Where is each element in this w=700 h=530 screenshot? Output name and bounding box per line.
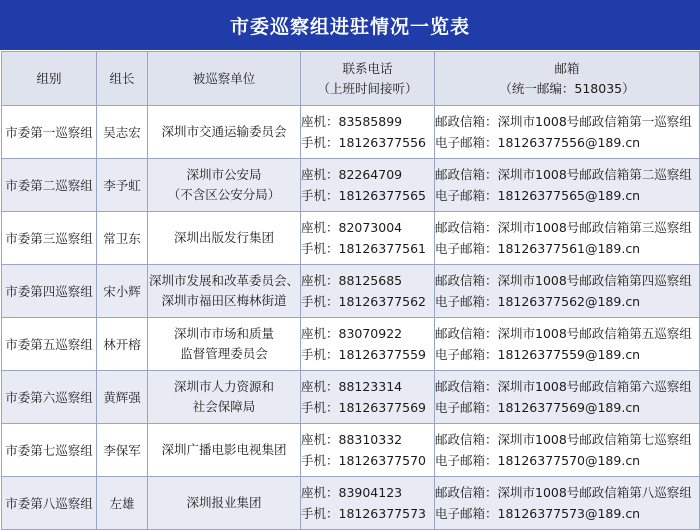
group-cell: 市委第二巡察组 [2,159,97,212]
mail-cell [435,424,700,477]
header-mail [435,52,700,106]
postbox-text: 邮政信箱：深圳市1008号邮政信箱第三巡察组 [435,220,692,235]
email-text: 电子邮箱：18126377561@189.cn [435,241,641,256]
postbox-text: 邮政信箱：深圳市1008号邮政信箱第一巡察组 [435,114,692,129]
landline-text: 座机：83585899 [301,114,403,129]
phone-cell [301,212,435,265]
header-unit: 被巡察单位 [148,52,301,106]
email-text: 电子邮箱：18126377570@189.cn [435,453,641,468]
unit-line: 深圳市发展和改革委员会、 [148,273,299,288]
landline-text: 座机：88123314 [301,379,403,394]
phone-cell [301,477,435,530]
phone-cell [301,265,435,318]
phone-cell [301,106,435,159]
leader-cell: 黄辉强 [97,371,148,424]
postbox-text: 邮政信箱：深圳市1008号邮政信箱第七巡察组 [435,432,692,447]
landline-text: 座机：82073004 [301,220,403,235]
table-row [2,477,700,530]
unit-cell [148,265,301,318]
header-row [2,52,700,106]
unit-cell [148,106,301,159]
unit-line: 深圳报业集团 [186,495,262,510]
landline-text: 座机：83904123 [301,485,403,500]
mobile-text: 手机：18126377561 [301,241,426,256]
table-row [2,424,700,477]
unit-line: 社会保障局 [192,399,256,414]
email-text: 电子邮箱：18126377556@189.cn [435,135,641,150]
header-leader: 组长 [97,52,148,106]
landline-text: 座机：88310332 [301,432,403,447]
header-phone-note: （上班时间接听） [317,80,418,96]
header-phone [301,52,435,106]
leader-cell: 李保军 [97,424,148,477]
leader-cell: 左雄 [97,477,148,530]
email-text: 电子邮箱：18126377573@189.cn [435,506,641,521]
table-row [2,106,700,159]
email-text: 电子邮箱：18126377559@189.cn [435,347,641,362]
table-row [2,212,700,265]
header-mail-title: 邮箱 [554,60,580,76]
header-mail-note: （统一邮编：518035） [499,80,635,96]
mobile-text: 手机：18126377565 [301,188,426,203]
unit-line: 监督管理委员会 [180,346,268,361]
table-title: 市委巡察组进驻情况一览表 [0,0,700,50]
phone-cell [301,159,435,212]
mail-cell [435,159,700,212]
postbox-text: 邮政信箱：深圳市1008号邮政信箱第六巡察组 [435,379,692,394]
table-row [2,371,700,424]
email-text: 电子邮箱：18126377565@189.cn [435,188,641,203]
leader-cell: 李予虹 [97,159,148,212]
landline-text: 座机：83070922 [301,326,403,341]
group-cell: 市委第七巡察组 [2,424,97,477]
postbox-text: 邮政信箱：深圳市1008号邮政信箱第二巡察组 [435,167,692,182]
mail-cell [435,371,700,424]
group-cell: 市委第三巡察组 [2,212,97,265]
mail-cell [435,106,700,159]
mail-cell [435,318,700,371]
group-cell: 市委第八巡察组 [2,477,97,530]
unit-cell [148,477,301,530]
phone-cell [301,424,435,477]
table-body [2,106,700,530]
postbox-text: 邮政信箱：深圳市1008号邮政信箱第四巡察组 [435,273,692,288]
leader-cell: 常卫东 [97,212,148,265]
unit-cell [148,159,301,212]
mobile-text: 手机：18126377562 [301,294,426,309]
unit-line: 深圳市市场和质量 [173,326,274,341]
header-phone-title: 联系电话 [342,60,393,76]
mobile-text: 手机：18126377569 [301,400,426,415]
mobile-text: 手机：18126377559 [301,347,426,362]
landline-text: 座机：82264709 [301,167,403,182]
group-cell: 市委第六巡察组 [2,371,97,424]
unit-line: 深圳出版发行集团 [173,230,274,245]
group-cell: 市委第四巡察组 [2,265,97,318]
mail-cell [435,477,700,530]
mobile-text: 手机：18126377573 [301,506,426,521]
postbox-text: 邮政信箱：深圳市1008号邮政信箱第八巡察组 [435,485,692,500]
unit-line: （不含区公安分局） [167,187,281,202]
group-cell: 市委第一巡察组 [2,106,97,159]
unit-line: 深圳市公安局 [186,167,262,182]
group-cell: 市委第五巡察组 [2,318,97,371]
mobile-text: 手机：18126377570 [301,453,426,468]
leader-cell: 吴志宏 [97,106,148,159]
phone-cell [301,371,435,424]
unit-cell [148,212,301,265]
unit-line: 深圳广播电影电视集团 [161,442,287,457]
header-group: 组别 [2,52,97,106]
leader-cell: 宋小辉 [97,265,148,318]
email-text: 电子邮箱：18126377569@189.cn [435,400,641,415]
mail-cell [435,212,700,265]
mobile-text: 手机：18126377556 [301,135,426,150]
table-row [2,318,700,371]
leader-cell: 林开榕 [97,318,148,371]
unit-line: 深圳市交通运输委员会 [161,124,287,139]
inspection-table [1,51,700,530]
unit-line: 深圳市福田区梅林街道 [161,293,287,308]
landline-text: 座机：88125685 [301,273,403,288]
postbox-text: 邮政信箱：深圳市1008号邮政信箱第五巡察组 [435,326,692,341]
table-row [2,159,700,212]
table-row [2,265,700,318]
unit-cell [148,318,301,371]
phone-cell [301,318,435,371]
unit-line: 深圳市人力资源和 [173,379,274,394]
unit-cell [148,371,301,424]
mail-cell [435,265,700,318]
email-text: 电子邮箱：18126377562@189.cn [435,294,641,309]
unit-cell [148,424,301,477]
